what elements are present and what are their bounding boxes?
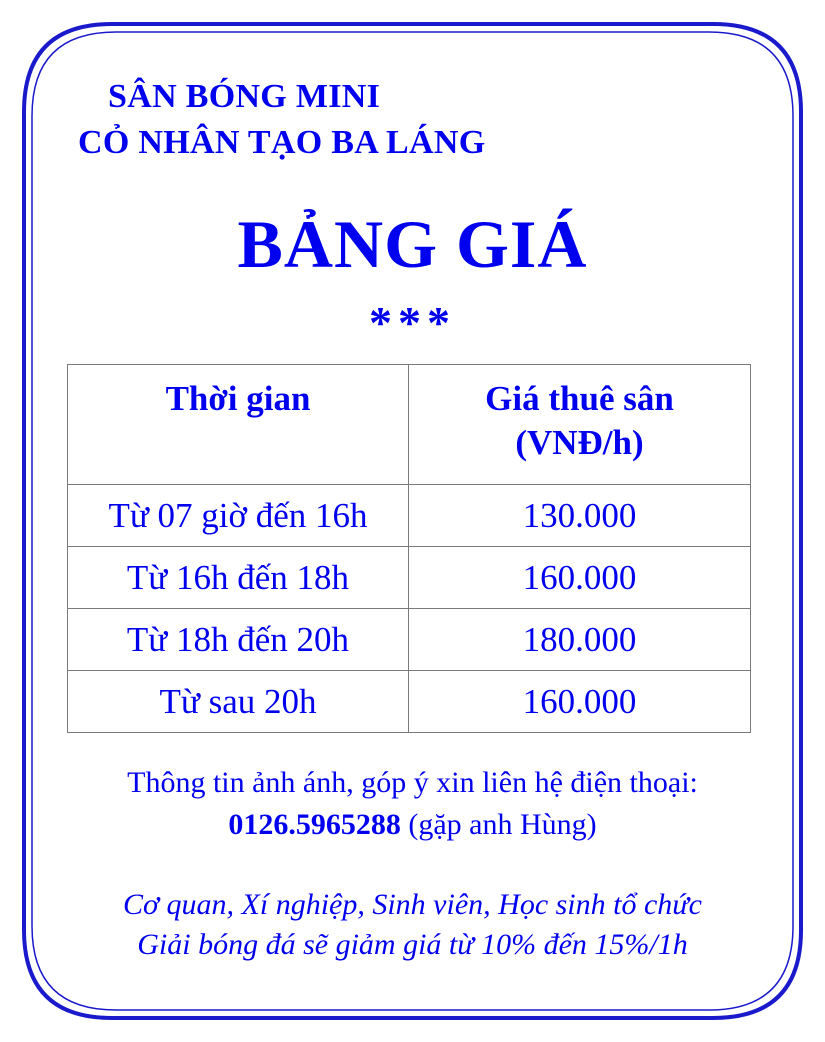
table-row [68,485,751,547]
header-price: Giá thuê sân (VNĐ/h) [409,365,751,485]
time-cell: Từ 16h đến 18h [68,547,409,609]
time-cell: Từ sau 20h [68,671,409,733]
contact-info: Thông tin ảnh ánh, góp ý xin liên hệ điện thoại: [127,766,698,799]
contact-phone-line [0,808,825,842]
venue-name-line2: CỎ NHÂN TẠO BA LÁNG [78,124,486,161]
price-table [67,364,751,733]
price-cell: 160.000 [409,671,751,733]
time-cell: Từ 07 giờ đến 16h [68,485,409,547]
header-time: Thời gian [68,365,409,485]
table-row [68,671,751,733]
table-header-row [68,365,751,485]
promo-line2: Giải bóng đá sẽ giảm giá từ 10% đến 15%/1h [137,928,688,961]
contact-note: (gặp anh Hùng) [408,808,597,841]
table-row [68,609,751,671]
table-row [68,547,751,609]
decorative-stars: *** [369,297,456,348]
price-list-title: BẢNG GIÁ [237,206,588,282]
price-cell: 160.000 [409,547,751,609]
price-cell: 180.000 [409,609,751,671]
promo-line1: Cơ quan, Xí nghiệp, Sinh viên, Học sinh tổ chức [123,888,702,921]
phone-number: 0126.5965288 [228,808,401,841]
venue-name-line1: SÂN BÓNG MINI [108,78,381,115]
price-cell: 130.000 [409,485,751,547]
time-cell: Từ 18h đến 20h [68,609,409,671]
